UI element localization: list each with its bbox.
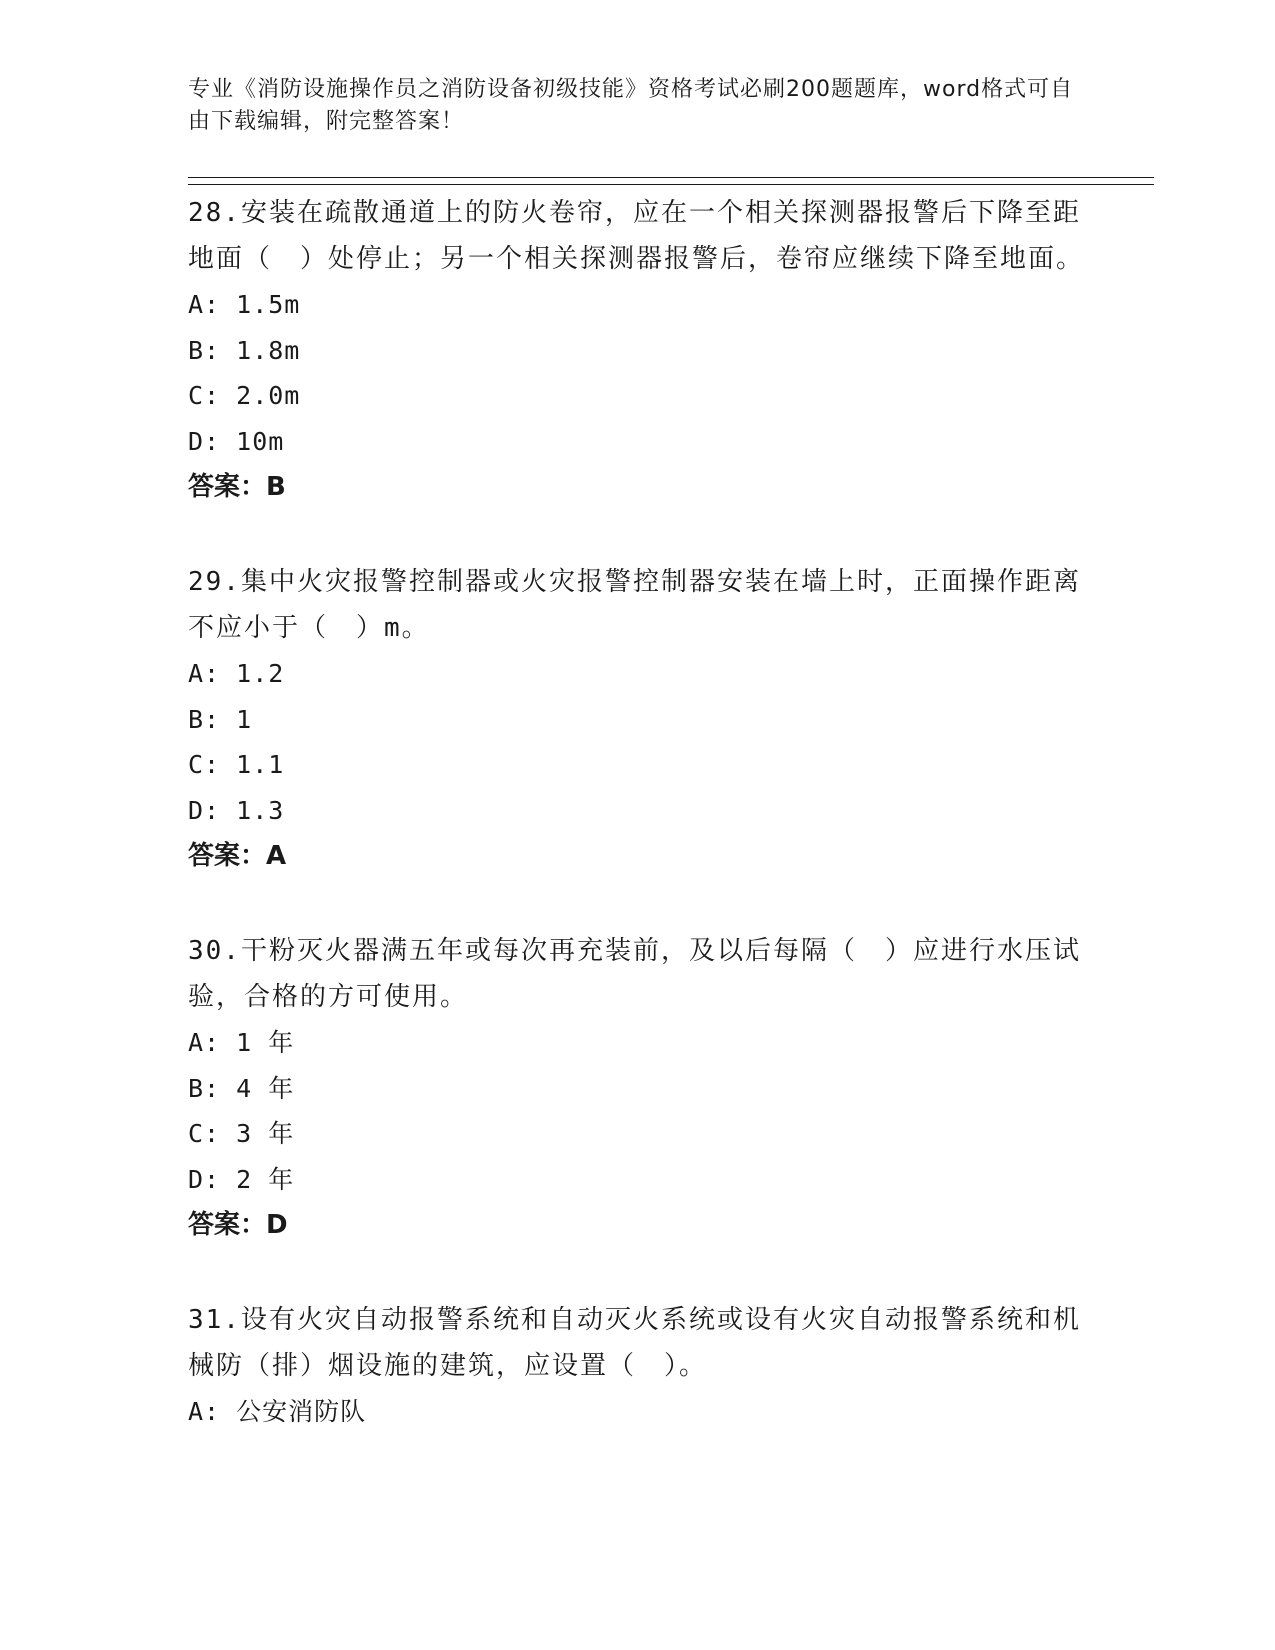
question-28	[188, 190, 1088, 510]
option-a: A: 1 年	[188, 1028, 295, 1057]
question-stem: 29.集中火灾报警控制器或火灾报警控制器安装在墙上时，正面操作距离不应小于（ ）m。	[188, 567, 1081, 643]
question-list	[188, 190, 1088, 1484]
document-header: 专业《消防设施操作员之消防设备初级技能》资格考试必刷200题题库，word格式可自由下载编辑，附完整答案！	[188, 77, 1074, 134]
header-divider-bottom	[188, 184, 1154, 185]
question-29	[188, 559, 1088, 879]
option-c: C: 3 年	[188, 1119, 295, 1148]
question-stem: 30.干粉灭火器满五年或每次再充装前，及以后每隔（ ）应进行水压试验，合格的方可使用。	[188, 936, 1081, 1012]
answer-line: 答案：A	[188, 841, 287, 871]
option-a: A: 1.5m	[188, 290, 301, 319]
option-c: C: 2.0m	[188, 381, 301, 410]
question-stem: 31.设有火灾自动报警系统和自动灭火系统或设有火灾自动报警系统和机械防（排）烟设施的建筑，应设置（ ）。	[188, 1305, 1081, 1381]
question-31	[188, 1297, 1088, 1435]
option-d: D: 10m	[188, 426, 285, 456]
option-b: B: 1	[188, 704, 253, 734]
answer-line: 答案：D	[188, 1210, 288, 1240]
answer-line: 答案：B	[188, 472, 286, 502]
option-d: D: 1.3	[188, 795, 285, 825]
question-30	[188, 928, 1088, 1248]
option-b: B: 4 年	[188, 1073, 295, 1103]
option-a: A: 1.2	[188, 659, 285, 688]
question-stem: 28.安装在疏散通道上的防火卷帘，应在一个相关探测器报警后下降至距地面（ ）处停止；另一个相关探测器报警后，卷帘应继续下降至地面。	[188, 198, 1085, 274]
option-a: A: 公安消防队	[188, 1397, 367, 1426]
option-c: C: 1.1	[188, 750, 285, 779]
option-b: B: 1.8m	[188, 335, 301, 365]
header-divider-top	[188, 177, 1154, 178]
option-d: D: 2 年	[188, 1164, 295, 1194]
